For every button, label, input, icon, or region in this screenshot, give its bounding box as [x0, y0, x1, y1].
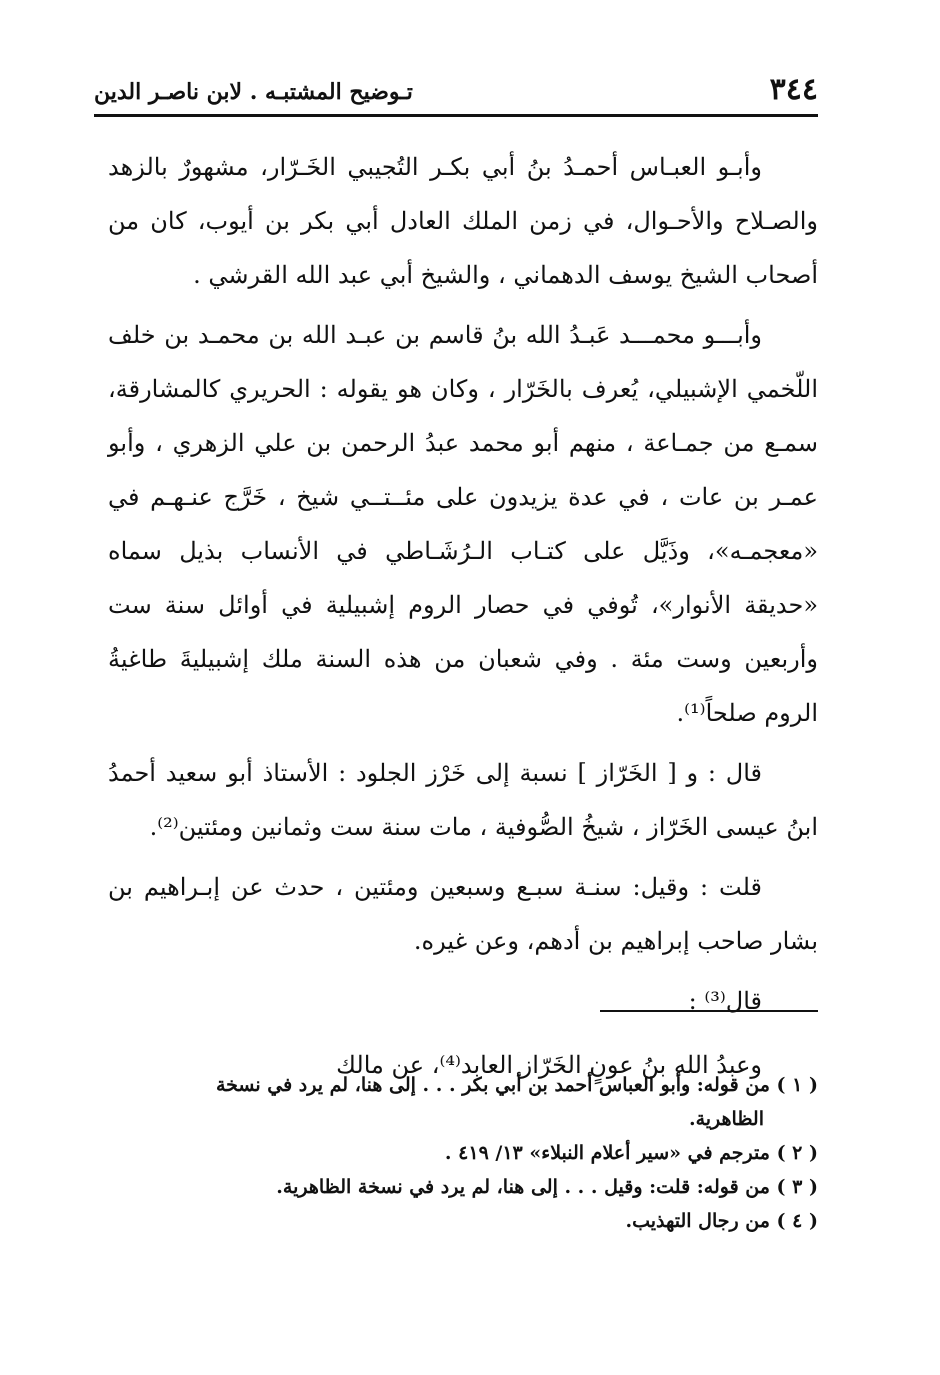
footnote-2: ( ٢ ) مترجم في «سير أعلام النبلاء» ١٣/ ٤١٩ . [444, 1142, 818, 1164]
running-title: تـوضيح المشتبـه . لابن ناصـر الدين [94, 79, 413, 105]
paragraph: وأبـــو محمـــد عَبـدُ الله بنُ قاسم بن عبـد الله بن محمـد بن خلف اللّخمي الإشبيلي، يُعرف بالخَرّار ، وكان هو يقوله : الحريري كالمشارقة، سمـع من جمـاعة ، منهم أبو محمد عبدُ الرحمن بن علي الزهري ، وأبو عمـر بن عات ، في عدة يزيدون على مئــتــي شيخ ، خَرَّج عنـهـم في «معجمـه»، وذَيَّل على كتـاب الـرُشَـاطي في الأنساب بذيل سماه «حديقة الأنوار»، تُوفي في حصار الروم إشبيلية في أوائل سنة ست وأربعين وست مئة . وفي شعبان من هذه السنة ملك إشبيليةَ طاغيةُ الروم صلحاً⁽¹⁾. [108, 321, 818, 727]
footnote-4: ( ٤ ) من رجال التهذيب. [625, 1210, 818, 1232]
footnotes [108, 1068, 818, 1238]
paragraph: قال : و [ الخَرّاز ] نسبة إلى خَرْز الجلود : الأستاذ أبو سعيد أحمدُ ابنُ عيسى الخَرّاز ، شيخُ الصُّوفية ، مات سنة ست وثمانين ومئتين⁽²⁾. [108, 759, 818, 841]
paragraph: قال⁽³⁾ : [688, 987, 762, 1015]
main-text [108, 140, 818, 1098]
paragraph: وعبدُ الله بنُ عونٍ الخَرّاز العابد⁽⁴⁾، عن مالك [336, 1051, 762, 1079]
paragraph: وأبـو العبـاس أحمـدُ بنُ أبي بكـر التُجيبي الخَـرّار، مشهورٌ بالزهد والصـلاح والأحـوال، في زمن الملك العادل أبي بكر بن أيوب، كان من أصحاب الشيخ يوسف الدهماني ، والشيخ أبي عبد الله القرشي . [108, 153, 818, 289]
footnote-1 [108, 1068, 818, 1136]
paragraph: قلت : وقيل: سنـة سبـع وسبعين ومئتين ، حدث عن إبـراهيم بن بشار صاحب إبراهيم بن أدهم، وعن غيره. [108, 873, 818, 955]
footnote-3: ( ٣ ) من قوله: قلت: وقيل . . . إلى هنا، لم يرد في نسخة الظاهرية. [276, 1176, 818, 1198]
footnote-divider [600, 1010, 818, 1012]
footnote-continuation: الظاهرية. [688, 1108, 764, 1130]
page-number: ٣٤٤ [769, 72, 818, 107]
header-divider [94, 114, 818, 117]
page-header [94, 66, 818, 114]
footnote-text: ( ١ ) من قوله: وأبو العباس أحمد بن أبي بكر . . . إلى هنا، لم يرد في نسخة [215, 1074, 818, 1096]
